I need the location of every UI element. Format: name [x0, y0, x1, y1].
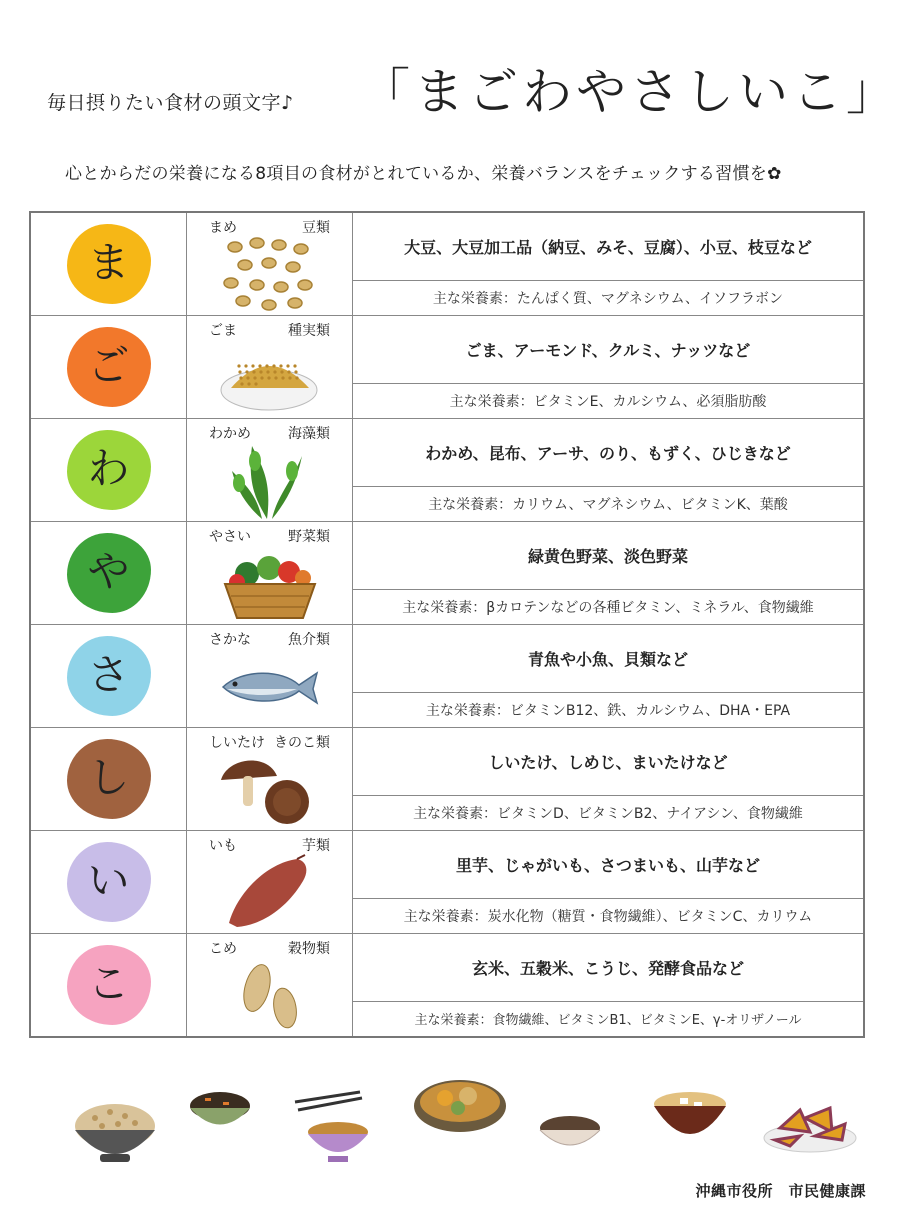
food-kana: しいたけ: [209, 735, 265, 751]
food-category: 海藻類: [288, 426, 330, 442]
table-row: [30, 625, 864, 693]
food-category: 種実類: [288, 323, 330, 339]
foods-list: わかめ、昆布、アーサ、のり、もずく、ひじきなど: [353, 419, 865, 487]
foods-list: 大豆、大豆加工品（納豆、みそ、豆腐）、小豆、枝豆など: [353, 212, 865, 280]
food-cell: [187, 212, 353, 316]
foods-list: ごま、アーモンド、クルミ、ナッツなど: [353, 316, 865, 384]
initial-badge: [67, 636, 151, 716]
mozuku-dish-icon: [535, 1108, 605, 1158]
initial-cell: [30, 625, 187, 728]
grain-icon: [217, 956, 322, 1034]
food-cell: [187, 728, 353, 831]
simmered-dish-icon: [410, 1068, 510, 1138]
food-kana: やさい: [209, 529, 251, 545]
food-category: 野菜類: [288, 529, 330, 545]
initial-char: こ: [87, 959, 130, 1008]
initial-cell: [30, 212, 187, 316]
initial-badge: [67, 533, 151, 613]
food-kana: こめ: [209, 941, 237, 957]
initial-char: ま: [87, 238, 130, 287]
initial-badge: [67, 739, 151, 819]
hijiki-dish-icon: [185, 1086, 255, 1136]
table-row: [30, 728, 864, 796]
natto-bowl-icon: [290, 1090, 380, 1165]
nutrients-text: 主な栄養素：ビタミンB12、鉄、カルシウム、DHA・EPA: [353, 692, 865, 727]
foods-list: 緑黄色野菜、淡色野菜: [353, 522, 865, 590]
food-cell: [187, 316, 353, 419]
credit-text: 沖縄市役所 市民健康課: [695, 1182, 866, 1200]
nutrients-text: 主な栄養素：カリウム、マグネシウム、ビタミンK、葉酸: [353, 486, 865, 521]
initial-badge: [67, 842, 151, 922]
food-category: 芋類: [302, 838, 330, 854]
initial-badge: [67, 945, 151, 1025]
initial-char: ご: [87, 341, 130, 390]
miso-soup-icon: [650, 1082, 730, 1152]
table-row: [30, 212, 864, 280]
nutrients-text: 主な栄養素：炭水化物（糖質・食物繊維）、ビタミンC、カリウム: [353, 898, 865, 933]
nutrients-text: 主な栄養素：たんぱく質、マグネシウム、イソフラボン: [353, 280, 865, 315]
page-title: 「まごわやさしいこ」: [360, 63, 900, 121]
header-lead: 毎日摂りたい食材の頭文字♪: [47, 92, 294, 114]
fish-icon: [217, 647, 322, 725]
shiitake-icon: [217, 750, 322, 828]
initial-cell: [30, 831, 187, 934]
food-category: 豆類: [302, 220, 330, 236]
initial-badge: [67, 327, 151, 407]
nutrients-text: 主な栄養素：ビタミンD、ビタミンB2、ナイアシン、食物繊維: [353, 795, 865, 830]
food-category: きのこ類: [274, 735, 330, 751]
initial-badge: [67, 224, 151, 304]
foods-list: しいたけ、しめじ、まいたけなど: [353, 728, 865, 796]
table-row: [30, 419, 864, 487]
sesame-icon: [217, 338, 322, 416]
vegetable-basket-icon: [217, 544, 322, 622]
initial-char: さ: [87, 650, 130, 699]
food-kana: ごま: [209, 323, 237, 339]
food-cell: [187, 625, 353, 728]
food-cell: [187, 934, 353, 1038]
sweet-potato-icon: [217, 853, 322, 931]
food-cell: [187, 419, 353, 522]
food-kana: まめ: [209, 220, 237, 236]
food-category: 魚介類: [288, 632, 330, 648]
food-cell: [187, 522, 353, 625]
nutrients-text: 主な栄養素：βカロテンなどの各種ビタミン、ミネラル、食物繊維: [353, 589, 865, 624]
initial-cell: [30, 419, 187, 522]
rice-bowl-icon: [70, 1088, 160, 1168]
initial-cell: [30, 728, 187, 831]
initial-char: い: [87, 856, 130, 905]
header: [0, 52, 912, 122]
initial-char: わ: [87, 444, 130, 493]
nutrition-table: [29, 211, 865, 1038]
table-row: [30, 522, 864, 590]
table-row: [30, 831, 864, 899]
food-kana: さかな: [209, 632, 251, 648]
table-row: [30, 316, 864, 384]
intro-text: 心とからだの栄養になる8項目の食材がとれているか、栄養バランスをチェックする習慣を✿: [65, 164, 782, 184]
initial-char: し: [87, 753, 130, 802]
foods-list: 青魚や小魚、貝類など: [353, 625, 865, 693]
nutrients-text: 主な栄養素：食物繊維、ビタミンB1、ビタミンE、γ-オリザノール: [353, 1001, 865, 1037]
beans-icon: [217, 235, 322, 313]
initial-badge: [67, 430, 151, 510]
initial-cell: [30, 934, 187, 1038]
foods-list: 玄米、五穀米、こうじ、発酵食品など: [353, 934, 865, 1002]
initial-cell: [30, 316, 187, 419]
initial-char: や: [87, 547, 130, 596]
food-category: 穀物類: [288, 941, 330, 957]
footer-illustrations: [60, 1068, 880, 1168]
food-kana: いも: [209, 838, 237, 854]
initial-cell: [30, 522, 187, 625]
nutrients-text: 主な栄養素：ビタミンE、カルシウム、必須脂肪酸: [353, 383, 865, 418]
foods-list: 里芋、じゃがいも、さつまいも、山芋など: [353, 831, 865, 899]
food-kana: わかめ: [209, 426, 251, 442]
table-row: [30, 934, 864, 1002]
seaweed-icon: [217, 441, 322, 519]
food-cell: [187, 831, 353, 934]
candied-sweet-potato-icon: [760, 1088, 860, 1158]
